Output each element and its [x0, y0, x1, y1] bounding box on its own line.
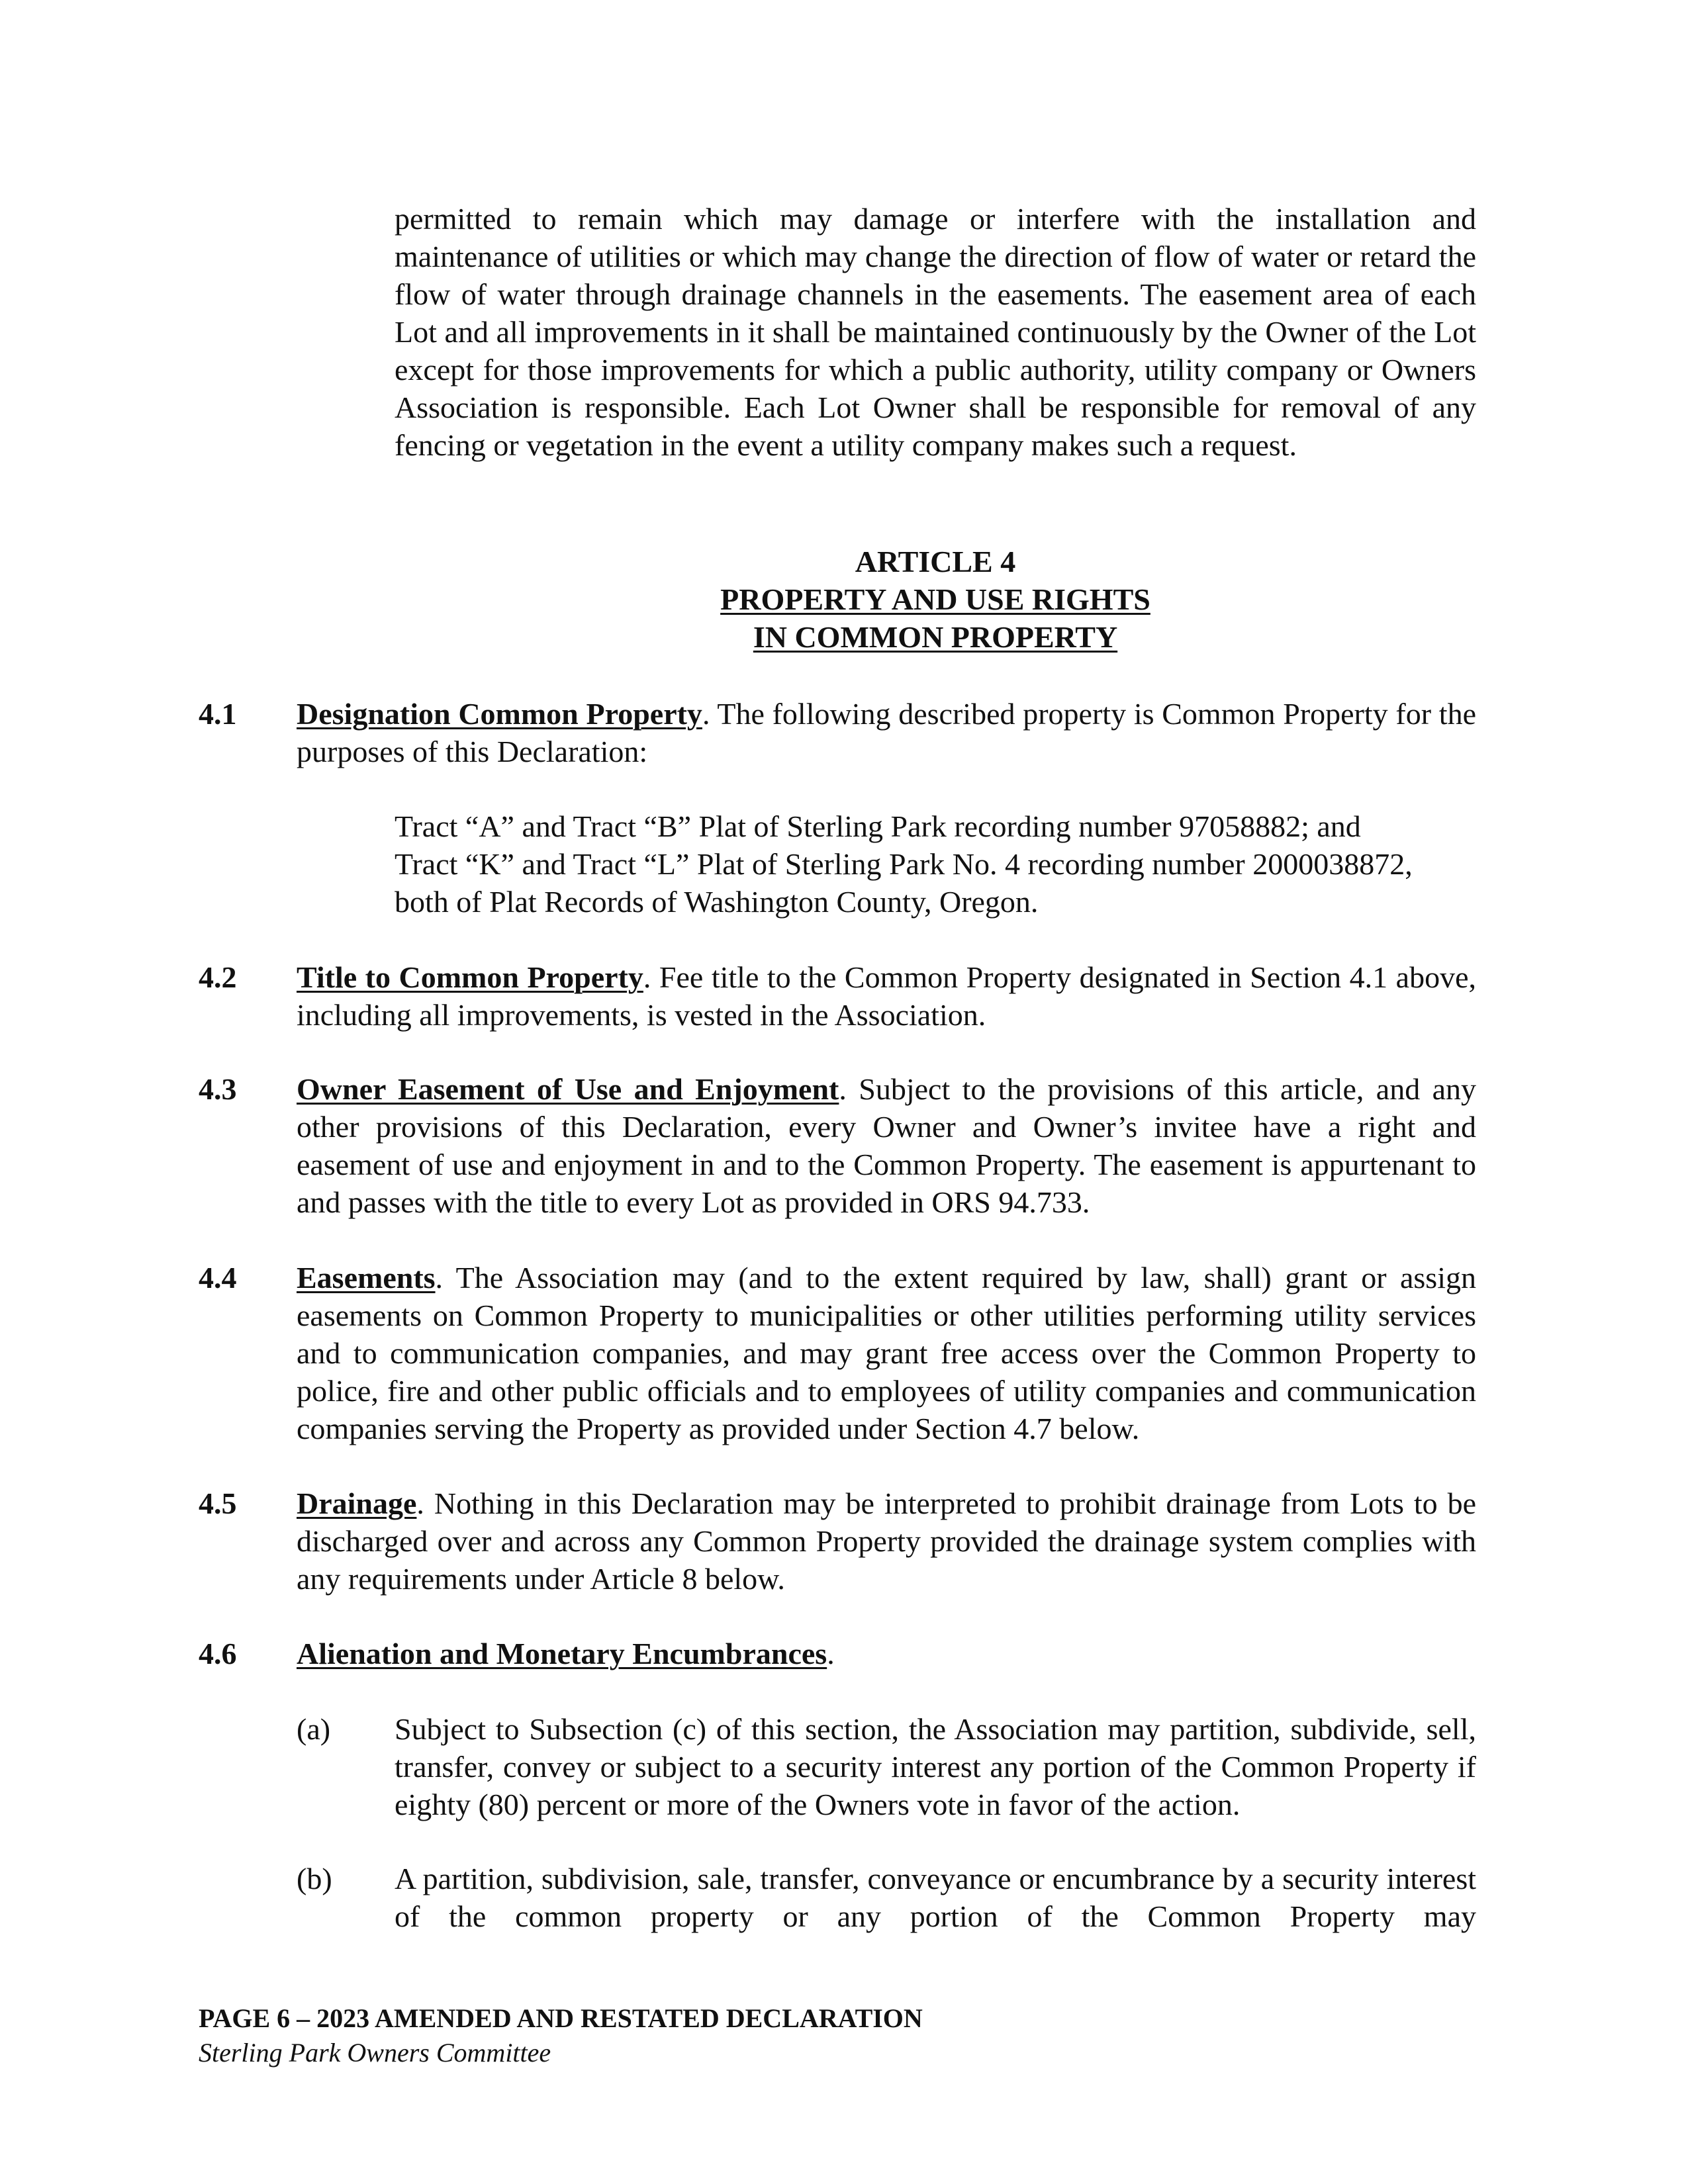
- tract-description: [395, 807, 1476, 921]
- continuation-paragraph: permitted to remain which may damage or interfere with the installation and maintenance of utilities or which may change the direction of flow of water or retard the flow of water through drainage channels in the easements. The easement area of each Lot and all improvements in it shall be maintained continuously by the Owner of the Lot except for those improvements for which a public authority, utility company or Owners Association is responsible. Each Lot Owner shall be responsible for removal of any fencing or vegetation in the event a utility company makes such a request.: [395, 202, 1476, 462]
- section-number: 4.2: [199, 960, 237, 994]
- section-text: . Subject to the provisions of this article, and any other provisions of this Declaration, every Owner and Owner’s invitee have a right and easement of use and enjoyment in and to the Common Property. The easement is appurtenant to and passes with the title to every Lot as provided in ORS 94.733.: [297, 1072, 1476, 1219]
- page-footer: [199, 2001, 923, 2070]
- section-heading: Alienation and Monetary Encumbrances: [297, 1637, 827, 1670]
- tract-line: Tract “K” and Tract “L” Plat of Sterling Park No. 4 recording number 2000038872,: [395, 847, 1413, 881]
- subsection-b: A partition, subdivision, sale, transfer, conveyance or encumbrance by a security interest of the common property or any portion of the Common Property may: [395, 1862, 1476, 1933]
- article-title-line2: IN COMMON PROPERTY: [753, 620, 1118, 654]
- section-text: . The Association may (and to the extent required by law, shall) grant or assign easements on Common Property to municipalities or other utilities performing utility services and to communication companies, and may grant free access over the Common Property to police, fire and other public officials and to employees of utility companies and communication companies serving the Property as provided under Section 4.7 below.: [297, 1261, 1476, 1445]
- article-number: ARTICLE 4: [855, 545, 1016, 578]
- section-number: 4.6: [199, 1637, 237, 1670]
- subsection-a: Subject to Subsection (c) of this section, the Association may partition, subdivide, sell, transfer, convey or subject to a security interest any portion of the Common Property if eighty (80) percent or more of the Owners vote in favor of the action.: [395, 1712, 1476, 1821]
- tract-line: Tract “A” and Tract “B” Plat of Sterling Park recording number 97058882; and: [395, 809, 1361, 843]
- section-4-5: [297, 1484, 1476, 1598]
- tract-line: both of Plat Records of Washington County, Oregon.: [395, 885, 1039, 919]
- subsection-label: (b): [297, 1862, 332, 1895]
- section-text: . Fee title to the Common Property designated in Section 4.1 above, including all improvements, is vested in the Association.: [297, 960, 1476, 1032]
- subsection-label: (a): [297, 1712, 331, 1746]
- section-heading: Designation Common Property: [297, 697, 702, 731]
- section-4-4: [297, 1259, 1476, 1447]
- section-text: . Nothing in this Declaration may be interpreted to prohibit drainage from Lots to be discharged over and across any Common Property provided the drainage system complies with any requirements under Article 8 below.: [297, 1486, 1476, 1596]
- section-heading: Easements: [297, 1261, 436, 1295]
- article-heading: [395, 543, 1476, 656]
- section-text: .: [827, 1637, 835, 1670]
- section-4-3: [297, 1070, 1476, 1221]
- section-4-1: [297, 695, 1476, 770]
- section-number: 4.3: [199, 1072, 237, 1106]
- section-4-2: [297, 958, 1476, 1034]
- section-4-6: [297, 1635, 1476, 1672]
- section-heading: Owner Easement of Use and Enjoyment: [297, 1072, 839, 1106]
- section-text: . The following described property is Common Property for the purposes of this Declaration:: [297, 697, 1476, 768]
- section-heading: Drainage: [297, 1486, 417, 1520]
- section-number: 4.1: [199, 697, 237, 731]
- article-title-line1: PROPERTY AND USE RIGHTS: [720, 582, 1150, 616]
- section-number: 4.5: [199, 1486, 237, 1520]
- section-number: 4.4: [199, 1261, 237, 1295]
- footer-committee: Sterling Park Owners Committee: [199, 2038, 551, 2068]
- footer-page-label: PAGE 6 – 2023 AMENDED AND RESTATED DECLARATION: [199, 2003, 923, 2033]
- section-heading: Title to Common Property: [297, 960, 643, 994]
